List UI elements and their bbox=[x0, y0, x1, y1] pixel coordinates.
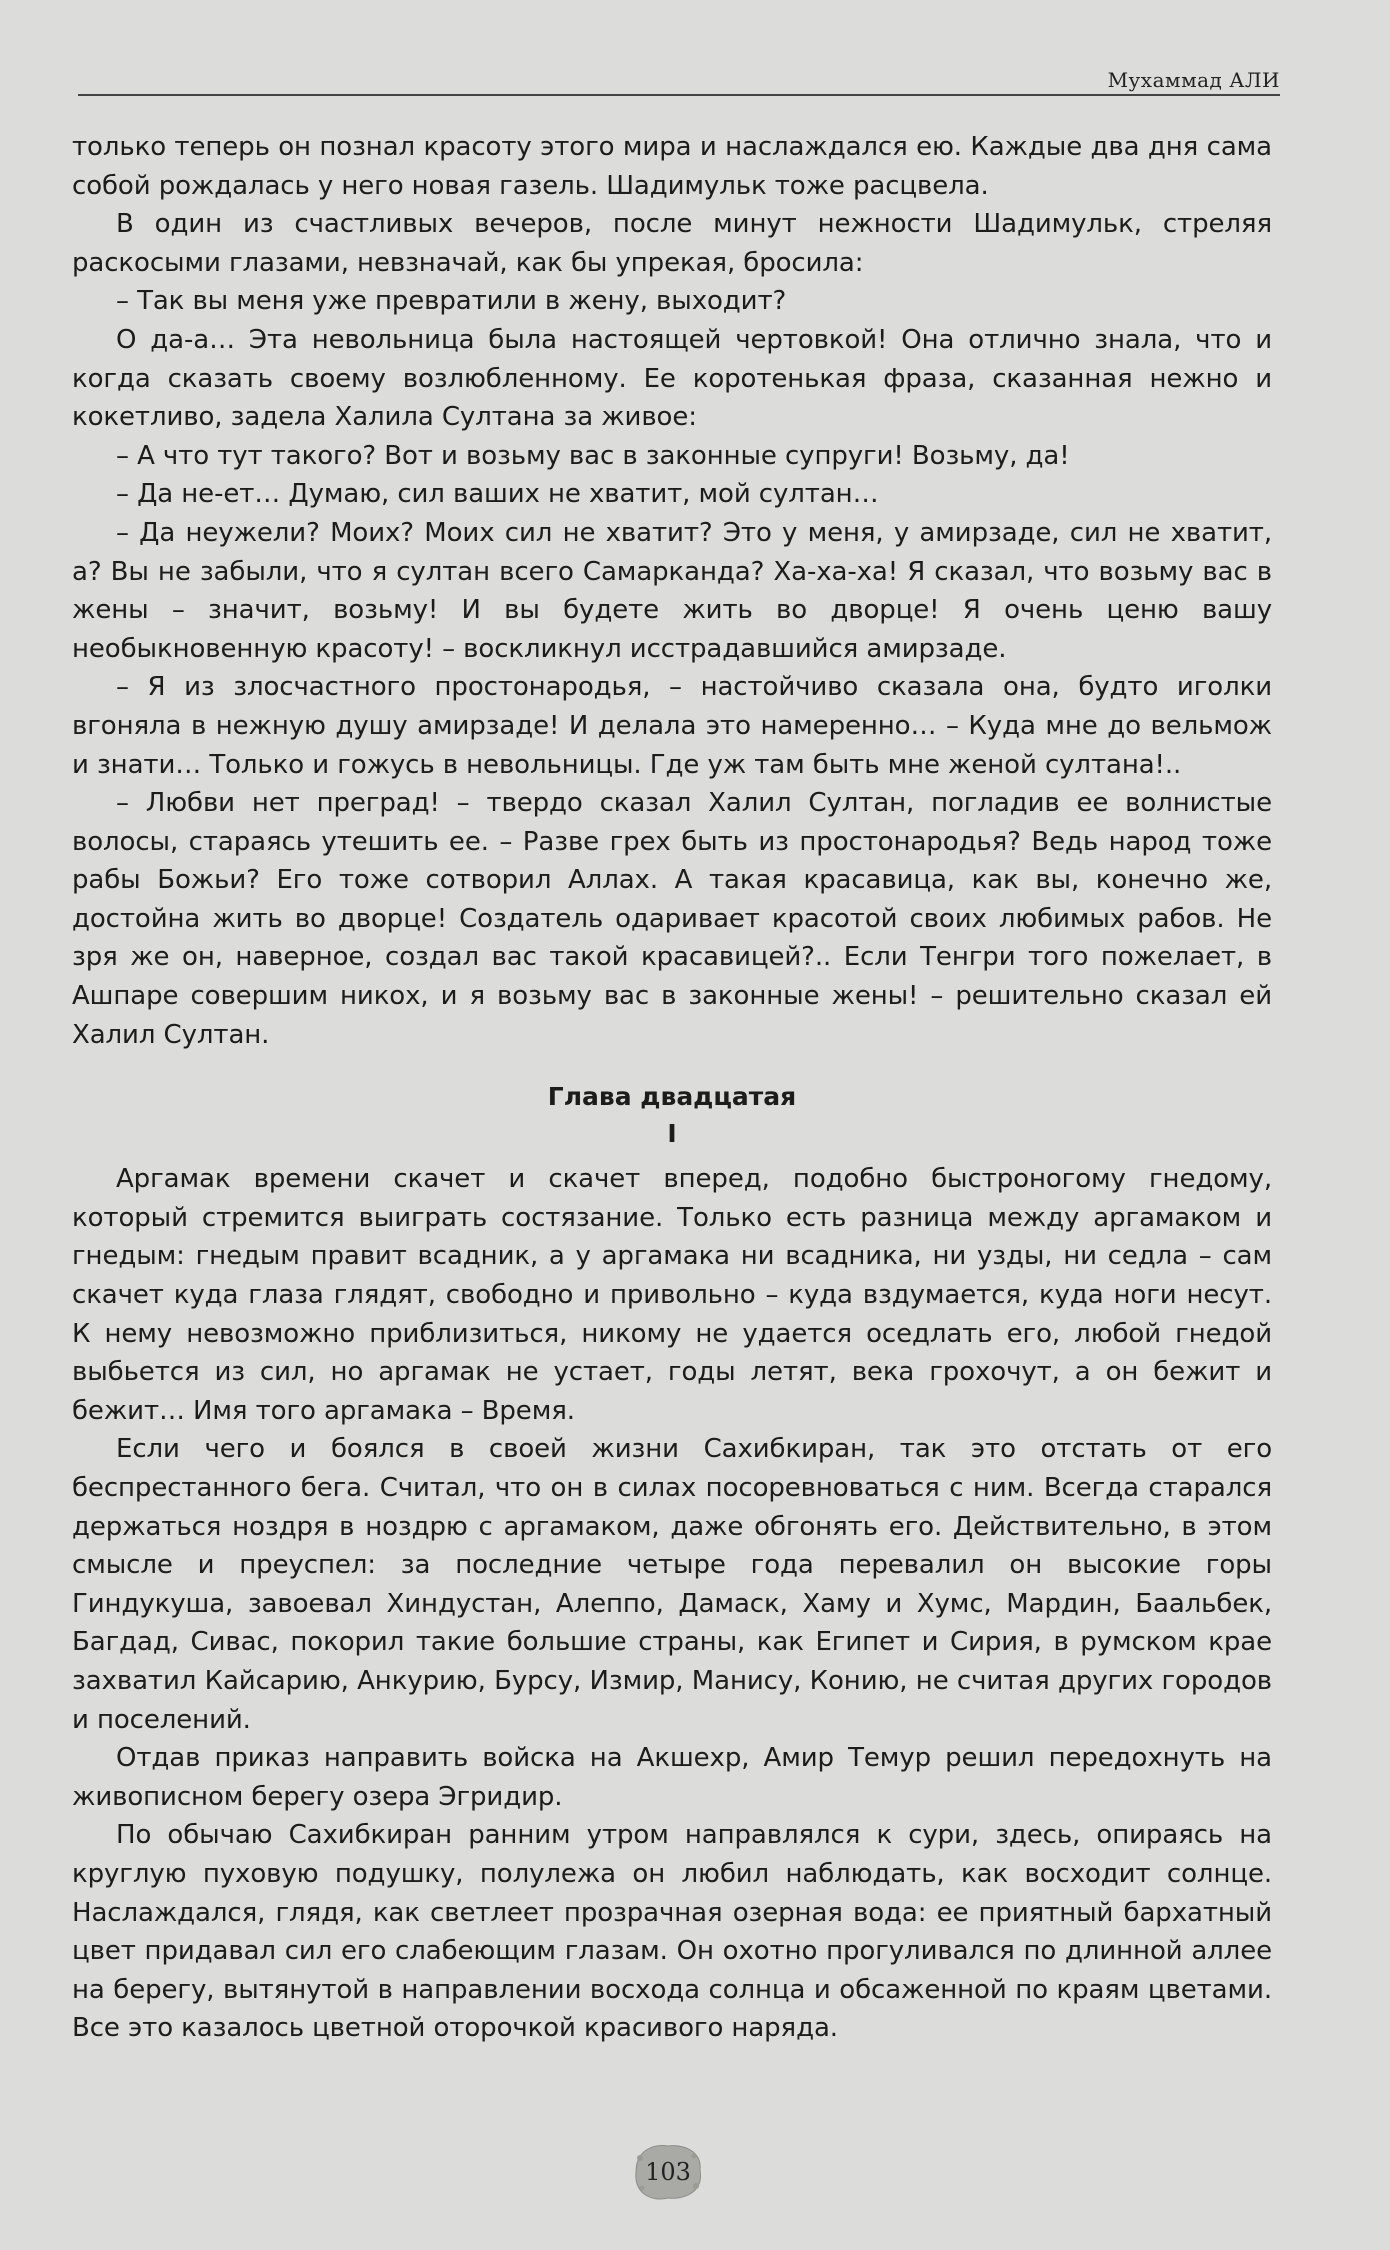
paragraph: Если чего и боялся в своей жизни Сахибкиран, так это отстать от его беспрестанного бега. Считал, что он в силах посоревноваться с ним. Всегда старался держаться ноздря в ноздрю с аргамаком, даже обгонять его. Действительно, в этом смысле и преуспел: за последние четыре года перевалил он высокие горы Гиндукуша, завоевал Хиндустан, Алеппо, Дамаск, Хаму и Хумс, Мардин, Баальбек, Багдад, Сивас, покорил такие большие страны, как Египет и Сирия, в румском крае захватил Кайсарию, Анкурию, Бурсу, Измир, Манису, Конию, не считая других городов и поселений. bbox=[72, 1434, 1272, 1735]
paragraph: – Я из злосчастного простонародья, – настойчиво сказала она, будто иголки вгоняла в нежную душу амирзаде! И делала это намеренно… – Куда мне до вельмож и знати… Только и гожусь в невольницы. Где уж там быть мне женой султана!.. bbox=[72, 672, 1272, 780]
chapter-section-number: I bbox=[667, 1119, 677, 1149]
header-author: Мухаммад АЛИ bbox=[1107, 68, 1280, 92]
chapter-title: Глава двадцатая bbox=[547, 1082, 797, 1112]
page-number: 103 bbox=[645, 2158, 691, 2186]
paragraph: – Да неужели? Моих? Моих сил не хватит? Это у меня, у амирзаде, сил не хватит, а? Вы не забыли, что я султан всего Самарканда? Ха-ха-ха! Я сказал, что возьму вас в жены – значит, возьму! И вы будете жить во дворце! Я очень ценю вашу необыкновенную красоту! – воскликнул исстрадавшийся амирзаде. bbox=[72, 517, 1272, 664]
paragraph: только теперь он познал красоту этого мира и наслаждался ею. Каждые два дня сама собой рождалась у него новая газель. Шадимульк тоже расцвела. bbox=[72, 132, 1272, 201]
paragraph: – А что тут такого? Вот и возьму вас в законные супруги! Возьму, да! bbox=[116, 440, 1070, 471]
paragraph: – Да не-ет… Думаю, сил ваших не хватит, мой султан… bbox=[116, 479, 879, 510]
body-text bbox=[72, 128, 1272, 2048]
header-rule bbox=[78, 94, 1280, 96]
paragraph: О да-а… Эта невольница была настоящей чертовкой! Она отлично знала, что и когда сказать своему возлюбленному. Ее коротенькая фраза, сказанная нежно и кокетливо, задела Халила Султана за живое: bbox=[72, 324, 1272, 433]
running-header bbox=[78, 62, 1280, 96]
paragraph: – Любви нет преград! – твердо сказал Халил Султан, погладив ее волнистые волосы, стараясь утешить ее. – Разве грех быть из простонародья? Ведь народ тоже рабы Божьи? Его тоже сотворил Аллах. А такая красавица, как вы, конечно же, достойна жить во дворце! Создатель одаривает красотой своих любимых рабов. Не зря же он, наверное, создал вас такой красавицей?.. Если Тенгри того пожелает, в Ашпаре совершим никох, и я возьму вас в законные жены! – решительно сказал ей Халил Султан. bbox=[72, 788, 1272, 1050]
page-number-badge bbox=[626, 2140, 710, 2204]
paragraph: Аргамак времени скачет и скачет вперед, подобно быстроногому гнедому, который стремится выиграть состязание. Только есть разница между аргамаком и гнедым: гнедым правит всадник, а у аргамака ни всадника, ни узды, ни седла – сам скачет куда глаза глядят, свободно и привольно – куда вздумается, куда ноги несут. К нему невозможно приблизиться, никому не удается оседлать его, любой гнедой выбьется из сил, но аргамак не устает, годы летят, века грохочут, а он бежит и бежит… Имя того аргамака – Время. bbox=[72, 1164, 1272, 1426]
paragraph: – Так вы меня уже превратили в жену, выходит? bbox=[116, 286, 787, 317]
paragraph: Отдав приказ направить войска на Акшехр, Амир Темур решил передохнуть на живописном берегу озера Эгридир. bbox=[72, 1743, 1272, 1812]
paragraph: По обычаю Сахибкиран ранним утром направлялся к сури, здесь, опираясь на круглую пуховую подушку, полулежа он любил наблюдать, как восходит солнце. Наслаждался, глядя, как светлеет прозрачная озерная вода: ее приятный бархатный цвет придавал сил его слабеющим глазам. Он охотно прогуливался по длинной аллее на берегу, вытянутой в направлении восхода солнца и обсаженной по краям цветами. Все это казалось цветной оторочкой красивого наряда. bbox=[72, 1820, 1272, 2044]
paragraph: В один из счастливых вечеров, после минут нежности Шадимульк, стреляя раскосыми глазами, невзначай, как бы упрекая, бросила: bbox=[72, 209, 1272, 278]
